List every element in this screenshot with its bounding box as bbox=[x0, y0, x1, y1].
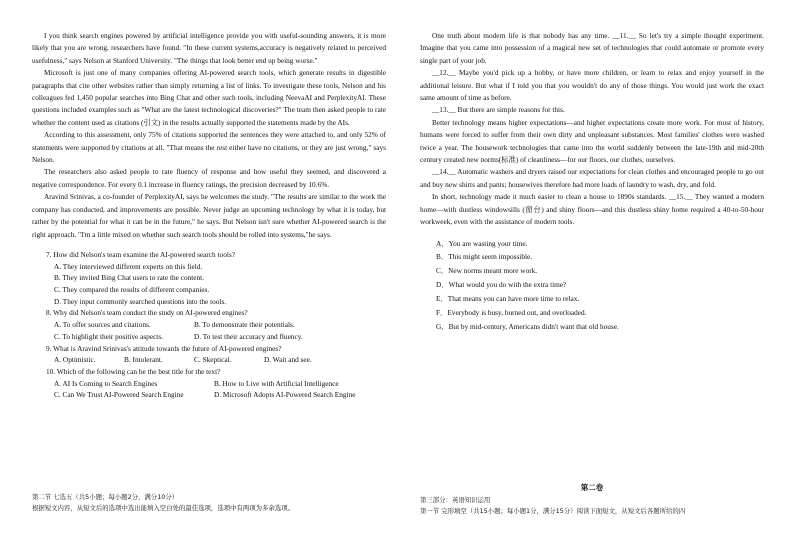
question-10-options-row-2 bbox=[54, 389, 386, 401]
question-8-option-a: A. To offer sources and citations. bbox=[54, 320, 151, 330]
seven-choose-five-column bbox=[420, 30, 764, 334]
reading-passage-column bbox=[32, 30, 386, 401]
question-9-option-c: C. Skeptical. bbox=[194, 355, 232, 365]
answer-option-f: F．Everybody is busy, burned out, and overloaded. bbox=[436, 308, 587, 318]
answer-options-list bbox=[420, 237, 764, 334]
section-instruction: 根据短文内容，从短文后的选项中选出能填入空白处的最佳选项，选项中有两项为多余选项。 bbox=[32, 504, 295, 512]
passage-paragraph-1: I you think search engines powered by artificial intelligence provide you with useful-sounding answers, it is more likely that you are wrong, researchers have found. "In these current systems,accuracy is negatively related to perceived usefulness," says Nelson at Stanford University. "The things that look better end up being worse." bbox=[32, 31, 386, 65]
question-9-options-row bbox=[54, 354, 386, 366]
answer-option-g: G．But by mid-century, Americans didn't want that old house. bbox=[436, 321, 619, 331]
question-10-options-row-1 bbox=[54, 378, 386, 390]
volume-title: 第二卷 bbox=[580, 483, 604, 492]
section-heading: 第二节 七选五（共5小题；每小题2分，满分10分） bbox=[32, 493, 179, 501]
question-7-option-c: C. They compared the results of different companies. bbox=[54, 285, 210, 295]
question-10-option-d: D. Microsoft Adopts AI-Powered Search Engine bbox=[214, 390, 356, 400]
cloze-paragraph-6: In short, technology made it much easier to clean a house to 1890s standards. __15.__ They wanted a modern home—with dustless windowsills (窗台) and shiny floors—and this dustless shiny home required a 40-to-50-hour workweek, even with the assistance of modern tools. bbox=[420, 192, 764, 227]
question-10-option-c: C. Can We Trust AI-Powered Search Engine bbox=[54, 390, 184, 400]
question-7-option-a: A. They interviewed different experts on this field. bbox=[54, 261, 203, 271]
cloze-paragraph-4: Better technology means higher expectations—and higher expectations create more work. For most of history, humans were forced to suffer from their own dirty and unpleasant substances. Most families' clothes were washed twice a year. The housework technologies that came into the world suddenly between the late-19th and mid-20th century created new norms(标准) of cleanliness—for our floors, our clothes, ourselves. bbox=[420, 117, 764, 165]
question-9-option-d: D. Wait and see. bbox=[264, 355, 312, 365]
passage-paragraph-5: Aravind Srinivas, a co-founder of PerplexityAI, says he welcomes the study. "The results are similar to the work the company has conducted, and improvements are possible. Never judge an upcoming technology by what it is today, but rather by the potential for what it can be in the future," he says. But Nelson isn't sure whether AI-powered search is the right approach. "I'm a little mixed on whether such search tools should be rolled into systems,"he says. bbox=[32, 192, 386, 239]
question-8-stem: 8. Why did Nelson's team conduct the study on AI-powered engines? bbox=[46, 308, 248, 318]
answer-option-c: C．New norms meant more work. bbox=[436, 266, 538, 276]
cloze-paragraph-5: __14.__ Automatic washers and dryers raised our expectations for clean clothes and encouraged people to go out and buy new shirts and pants; housewives therefore had more loads of laundry to wash, dry, and fold. bbox=[420, 167, 764, 189]
answer-option-a: A．You are wasting your time. bbox=[436, 238, 528, 248]
cloze-paragraph-2: __12.__ Maybe you'd pick up a hobby, or have more children, or learn to relax and enjoy yourself in the additional leisure. But what if I told you that you wouldn't do any of those things. You would just work the exact same amount of time as before. bbox=[420, 68, 764, 103]
cloze-paragraph-3: __13.__ But there are simple reasons for this. bbox=[432, 105, 565, 115]
question-10-option-a: A. AI Is Coming to Search Engines bbox=[54, 378, 158, 388]
answer-option-b: B．This might seem impossible. bbox=[436, 252, 533, 262]
passage-paragraph-3: According to this assessment, only 75% of citations supported the sentences they were attached to, and only 52% of statements were supported by citations at all. "That means the rest either have no citations, or they are just wrong," says Nelson. bbox=[32, 130, 386, 165]
part-heading: 第三部分：英语知识运用 bbox=[420, 496, 491, 504]
passage-paragraph-2: Microsoft is just one of many companies offering AI-powered search tools, which generate results in digestible paragraphs that cite other websites rather than simply returning a list of links. To investigate these tools, Nelson and his colleagues fed 1,450 popular searches into Bing Chat and other such tools, including NeevaAI and PerplexityAI. These questions included examples such as "What are the latest technological discoveries?" The team then asked people to rate whether the content used as citations (引文) in the results actually supported the statements made by the AIs. bbox=[32, 68, 386, 127]
part-instruction: 第一节 完形填空（共15小题；每小题1分，满分15分）阅读下面短文，从短文后各题所给的四 bbox=[420, 507, 686, 515]
question-7-stem: 7. How did Nelson's team examine the AI-powered search tools? bbox=[46, 249, 235, 259]
question-9-option-b: B. Intolerant. bbox=[124, 355, 163, 365]
question-8-options-row-2 bbox=[54, 331, 386, 343]
answer-option-d: D．What would you do with the extra time? bbox=[436, 280, 567, 290]
section-instructions-left bbox=[32, 492, 294, 514]
question-8-option-b: B. To demonstrate their potentials. bbox=[194, 320, 295, 330]
cloze-paragraph-1: One truth about modern life is that nobody has any time. __11.__ So let's try a simple thought experiment. Imagine that you came into possession of a magical new set of technologies that could automate or promote every single part of your job. bbox=[420, 31, 764, 65]
answer-option-e: E．That means you can have more time to relax. bbox=[436, 294, 580, 304]
question-7-option-d: D. They input commonly searched questions into the tools. bbox=[54, 296, 227, 306]
question-9-option-a: A. Optimistic. bbox=[54, 355, 96, 365]
question-9-stem: 9. What is Aravind Srinivas's attitude towards the future of AI-powered engines? bbox=[46, 343, 282, 353]
passage-paragraph-4: The researchers also asked people to rate fluency of response and how useful they seemed, and discovered a negative correspondence. For every 0.1 increase in fluency ratings, the precision decreased by 10.6%. bbox=[32, 167, 386, 189]
question-8-options-row-1 bbox=[54, 319, 386, 331]
question-10-stem: 10. Which of the following can be the best title for the text? bbox=[46, 366, 221, 376]
question-7-option-b: B. They invited Bing Chat users to rate the content. bbox=[54, 273, 205, 283]
question-8-option-c: C. To highlight their positive aspects. bbox=[54, 331, 164, 341]
question-8-option-d: D. To test their accuracy and fluency. bbox=[194, 331, 303, 341]
question-list bbox=[32, 249, 386, 401]
section-instructions-right bbox=[420, 482, 764, 517]
question-10-option-b: B. How to Live with Artificial Intelligence bbox=[214, 378, 339, 388]
